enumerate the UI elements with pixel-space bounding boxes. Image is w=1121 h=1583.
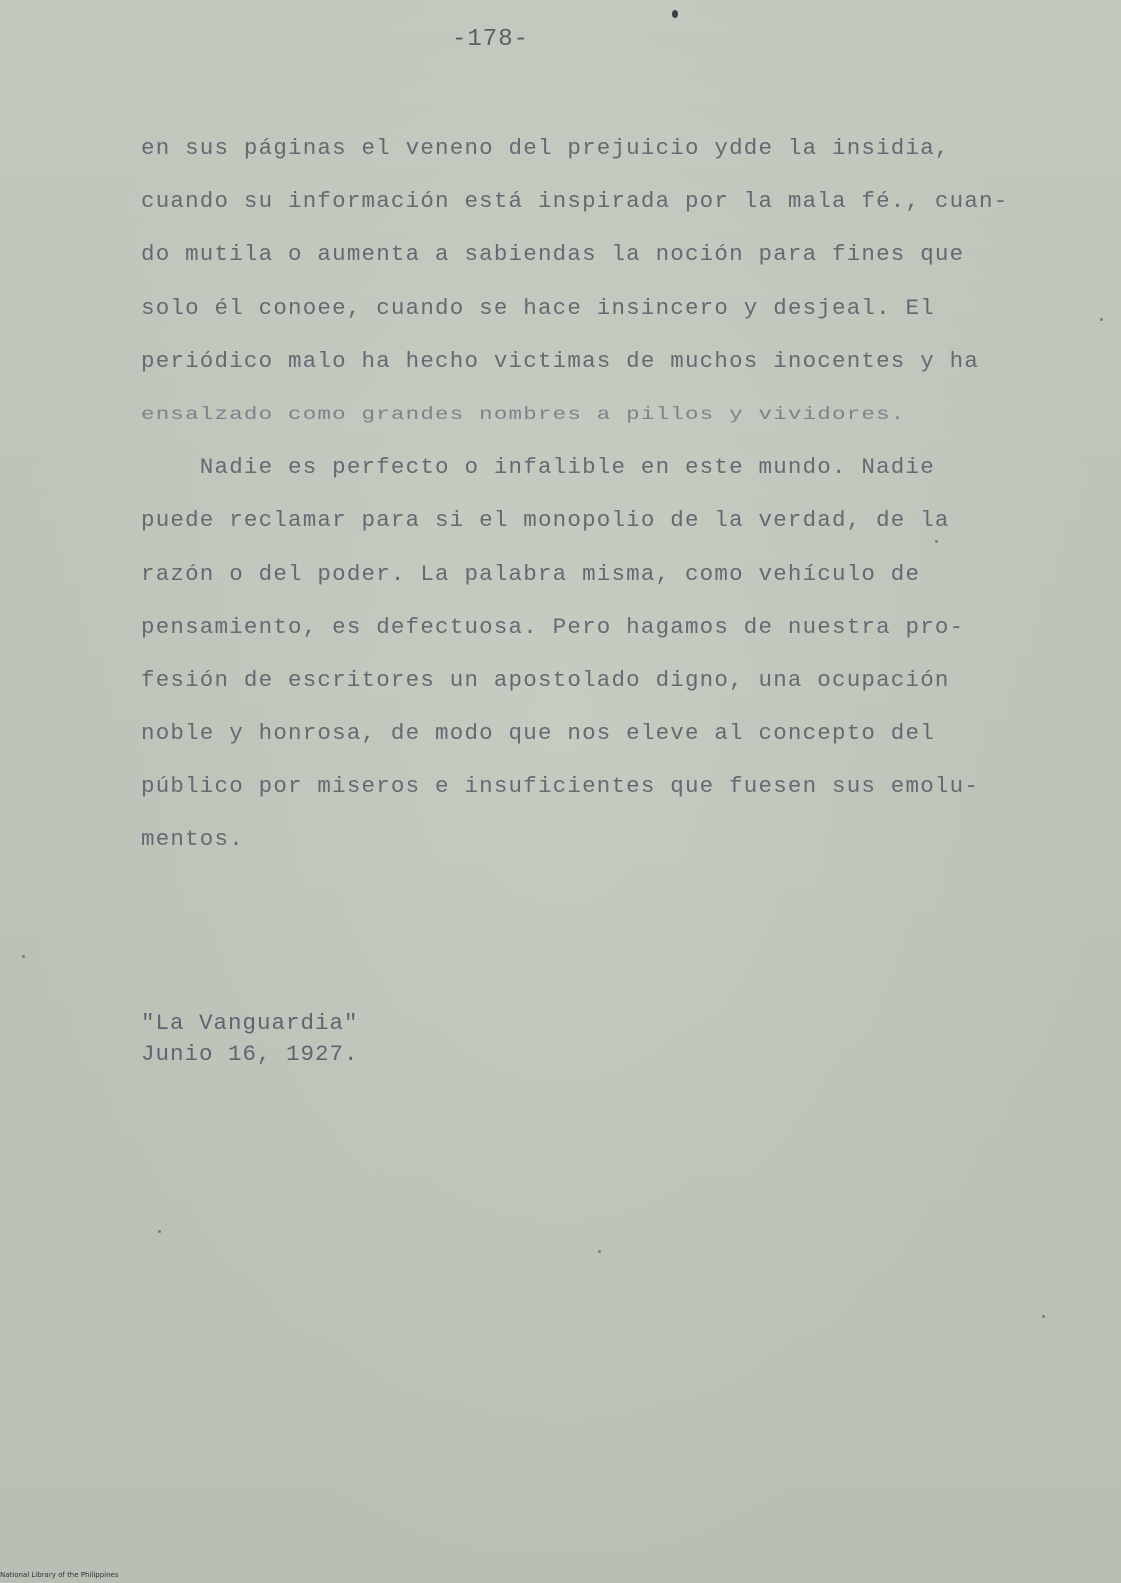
text-line: puede reclamar para si el monopolio de la verdad, de la — [141, 507, 950, 534]
paper-speck — [22, 955, 25, 958]
text-line: cuando su información está inspirada por la mala fé., cuan- — [141, 188, 1009, 215]
signature-block — [141, 1008, 359, 1070]
text-line: en sus páginas el veneno del prejuicio ydde la insidia, — [141, 135, 950, 161]
ink-speck — [672, 10, 678, 18]
publication-date: Junio 16, 1927. — [141, 1041, 359, 1067]
text-line: fesión de escritores un apostolado digno, una ocupación — [141, 666, 950, 693]
text-line: público por miseros e insuficientes que fuesen sus emolu- — [141, 773, 980, 800]
text-line: razón o del poder. La palabra misma, como vehículo de — [141, 560, 921, 587]
text-line: Nadie es perfecto o infalible en este mundo. Nadie — [141, 454, 935, 481]
text-line: pensamiento, es defectuosa. Pero hagamos de nuestra pro- — [141, 613, 965, 640]
text-line: mentos. — [141, 826, 244, 853]
paper-speck — [598, 1250, 601, 1253]
paper-speck — [1100, 318, 1103, 321]
paper-speck — [158, 1230, 161, 1233]
body-text — [141, 122, 1061, 867]
paper-speck — [1042, 1315, 1045, 1318]
text-line: noble y honrosa, de modo que nos eleve al concepto del — [141, 720, 935, 747]
text-line: periódico malo ha hecho victimas de muchos inocentes y ha — [141, 347, 980, 374]
page-number: -178- — [452, 26, 530, 53]
text-line: do mutila o aumenta a sabiendas la noción para fines que — [141, 241, 965, 268]
text-line: solo él conoee, cuando se hace insincero y desjeal. El — [141, 294, 935, 321]
library-credit: National Library of the Philippines — [0, 1571, 119, 1579]
text-line: ensalzado como grandes nombres a pillos y vividores. — [141, 403, 906, 425]
paper-speck — [935, 540, 938, 543]
publication-name: "La Vanguardia" — [141, 1010, 359, 1036]
